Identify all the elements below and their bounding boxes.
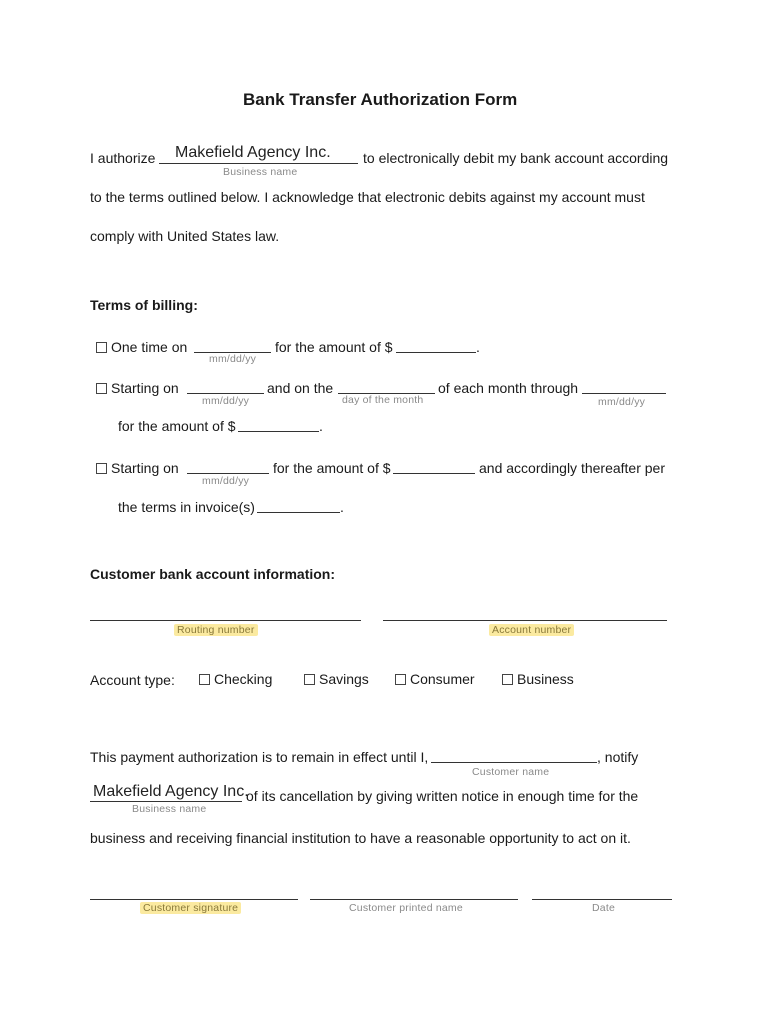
term-option-invoice[interactable]	[96, 460, 179, 476]
checkbox-business[interactable]	[502, 674, 513, 685]
authorization-line1-text: This payment authorization is to remain in effect until I,	[90, 749, 429, 765]
one-time-amount-label: for the amount of $	[275, 339, 393, 355]
customer-signature-caption: Customer signature	[140, 902, 241, 914]
one-time-date-caption: mm/dd/yy	[209, 353, 257, 365]
checkbox-consumer[interactable]	[395, 674, 406, 685]
term-option-one-time[interactable]	[96, 339, 187, 355]
business-name-field-2[interactable]	[90, 801, 242, 802]
checkbox-checking[interactable]	[199, 674, 210, 685]
one-time-period: .	[476, 339, 480, 355]
account-type-savings[interactable]	[304, 671, 369, 687]
account-type-consumer[interactable]	[395, 671, 475, 687]
account-type-checking[interactable]	[199, 671, 272, 687]
business-name-caption-2: Business name	[132, 803, 207, 815]
checkbox-invoice[interactable]	[96, 463, 107, 474]
recurring-end-date-field[interactable]	[582, 393, 666, 394]
checkbox-one-time[interactable]	[96, 342, 107, 353]
recurring-start-caption: mm/dd/yy	[202, 395, 250, 407]
account-number-field[interactable]	[383, 620, 667, 621]
checking-label: Checking	[214, 671, 273, 687]
authorization-line2-text: of its cancellation by giving written notice in enough time for the	[246, 788, 639, 804]
savings-label: Savings	[319, 671, 369, 687]
date-field[interactable]	[532, 899, 672, 900]
business-name-value[interactable]: Makefield Agency Inc.	[175, 144, 331, 161]
invoice-period: .	[340, 499, 344, 515]
account-number-caption: Account number	[489, 624, 574, 636]
recurring-day-label: and on the	[267, 380, 334, 396]
invoice-terms-label: the terms in invoice(s)	[118, 499, 255, 515]
one-time-amount-field[interactable]	[396, 352, 476, 353]
term-option-recurring[interactable]	[96, 380, 179, 396]
customer-printed-name-caption: Customer printed name	[349, 902, 463, 914]
date-caption: Date	[592, 902, 615, 914]
business-name-value-2[interactable]: Makefield Agency Inc.	[93, 783, 249, 800]
invoice-thereafter-label: and accordingly thereafter per	[479, 460, 665, 476]
account-type-label: Account type:	[90, 672, 175, 688]
routing-number-field[interactable]	[90, 620, 361, 621]
invoice-amount-label: for the amount of $	[273, 460, 391, 476]
invoice-start-date-field[interactable]	[187, 473, 269, 474]
invoice-number-field[interactable]	[257, 512, 340, 513]
customer-name-caption: Customer name	[472, 766, 550, 778]
intro-line3-text: comply with United States law.	[90, 228, 280, 244]
invoice-date-caption: mm/dd/yy	[202, 475, 250, 487]
customer-name-field[interactable]	[431, 762, 597, 763]
invoice-amount-field[interactable]	[393, 473, 475, 474]
invoice-start-label: Starting on	[111, 460, 179, 476]
intro-line1-text: to electronically debit my bank account according	[363, 150, 669, 166]
recurring-start-date-field[interactable]	[187, 393, 264, 394]
business-name-caption: Business name	[223, 166, 298, 178]
business-name-field[interactable]	[159, 163, 358, 164]
account-type-business[interactable]	[502, 671, 574, 687]
checkbox-recurring[interactable]	[96, 383, 107, 394]
recurring-amount-field[interactable]	[238, 431, 319, 432]
recurring-day-caption: day of the month	[342, 394, 424, 406]
one-time-label: One time on	[111, 339, 188, 355]
recurring-start-label: Starting on	[111, 380, 179, 396]
bank-heading: Customer bank account information:	[90, 566, 336, 582]
recurring-through-label: of each month through	[438, 380, 579, 396]
intro-authorize-label: I authorize	[90, 150, 156, 166]
customer-printed-name-field[interactable]	[310, 899, 518, 900]
intro-line2-text: to the terms outlined below. I acknowledge that electronic debits against my account must	[90, 189, 645, 205]
terms-heading: Terms of billing:	[90, 297, 198, 313]
consumer-label: Consumer	[410, 671, 475, 687]
authorization-notify-text: , notify	[597, 749, 639, 765]
authorization-line3-text: business and receiving financial institution to have a reasonable opportunity to act on it.	[90, 830, 631, 846]
routing-number-caption: Routing number	[174, 624, 258, 636]
recurring-amount-label: for the amount of $	[118, 418, 236, 434]
customer-signature-field[interactable]	[90, 899, 298, 900]
recurring-period: .	[319, 418, 323, 434]
checkbox-savings[interactable]	[304, 674, 315, 685]
business-label: Business	[517, 671, 574, 687]
page-title: Bank Transfer Authorization Form	[243, 90, 518, 109]
recurring-end-caption: mm/dd/yy	[598, 396, 646, 408]
